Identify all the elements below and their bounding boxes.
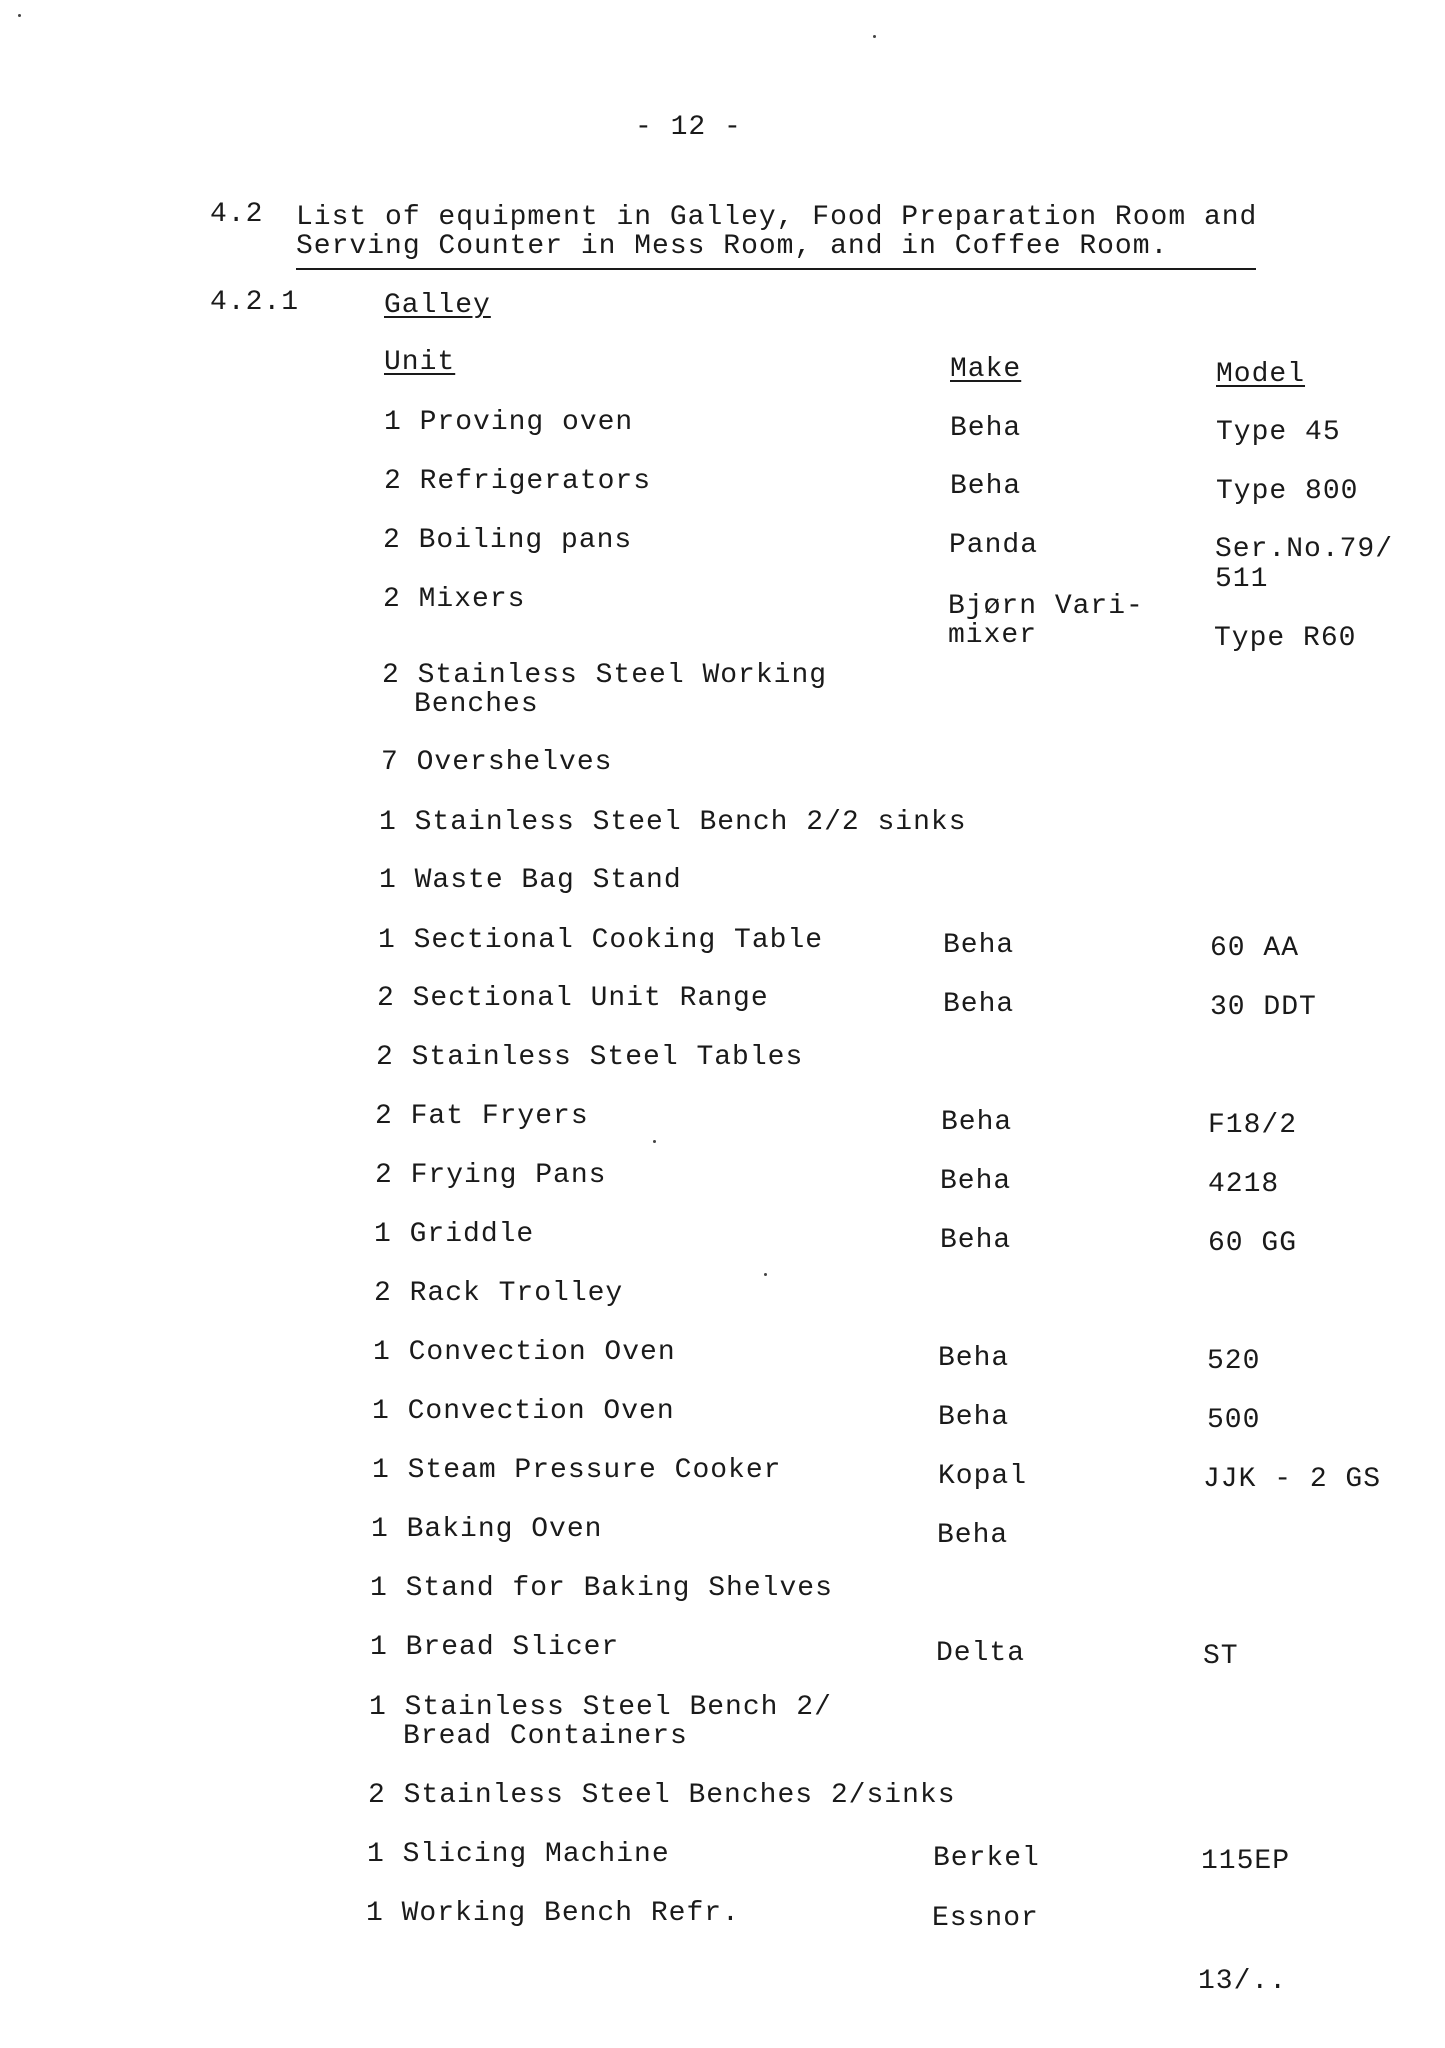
section-title-line1: List of equipment in Galley, Food Preparation Room and: [296, 202, 1258, 233]
unit-cell: 1 Waste Bag Stand: [379, 865, 682, 896]
unit-cell: 2 Refrigerators: [384, 466, 652, 497]
model-cell: Type 800: [1216, 476, 1359, 507]
make-cell: Beha: [943, 930, 1015, 961]
make-cell: Kopal: [938, 1461, 1028, 1492]
continuation-marker: 13/..: [1198, 1966, 1288, 1997]
model-cell-continued: 511: [1215, 564, 1269, 595]
unit-cell: 1 Baking Oven: [371, 1514, 603, 1545]
unit-cell: 1 Stand for Baking Shelves: [370, 1573, 833, 1604]
unit-cell: 2 Sectional Unit Range: [377, 983, 769, 1014]
unit-cell: 1 Working Bench Refr.: [366, 1898, 740, 1929]
unit-cell: 1 Convection Oven: [373, 1337, 676, 1368]
heading-underline: [296, 268, 1256, 270]
unit-cell-continued: Benches: [414, 689, 539, 720]
make-cell: Panda: [949, 530, 1039, 561]
unit-cell: 1 Slicing Machine: [367, 1839, 670, 1870]
make-cell: Beha: [940, 1225, 1012, 1256]
unit-cell: 2 Frying Pans: [375, 1160, 607, 1191]
model-cell: JJK - 2 GS: [1203, 1464, 1382, 1495]
make-cell: Bjørn Vari-: [948, 591, 1144, 622]
model-cell: 115EP: [1201, 1846, 1291, 1877]
unit-cell: 1 Convection Oven: [372, 1396, 675, 1427]
model-cell: ST: [1203, 1641, 1239, 1672]
unit-cell: 2 Rack Trolley: [374, 1278, 624, 1309]
scan-speck: [873, 35, 876, 38]
unit-cell: 2 Stainless Steel Benches 2/sinks: [368, 1780, 956, 1811]
model-cell: F18/2: [1208, 1110, 1298, 1141]
make-cell-continued: mixer: [948, 620, 1038, 651]
unit-cell: 2 Fat Fryers: [375, 1101, 589, 1132]
scan-speck: [653, 1140, 656, 1143]
make-cell: Beha: [950, 471, 1022, 502]
unit-cell-continued: Bread Containers: [403, 1721, 688, 1752]
unit-cell: 1 Proving oven: [384, 407, 634, 438]
section-title-line2: Serving Counter in Mess Room, and in Coffee Room.: [296, 231, 1169, 262]
section-number: 4.2: [210, 199, 264, 230]
unit-cell: 7 Overshelves: [381, 747, 613, 778]
scan-speck: [764, 1273, 767, 1276]
unit-cell: 1 Griddle: [374, 1219, 535, 1250]
make-cell: Beha: [950, 413, 1022, 444]
subsection-title: Galley: [384, 290, 491, 321]
unit-cell: 1 Stainless Steel Bench 2/2 sinks: [379, 807, 967, 838]
unit-cell: 2 Stainless Steel Tables: [376, 1042, 804, 1073]
unit-cell: 2 Stainless Steel Working: [382, 660, 828, 691]
model-cell: 500: [1207, 1405, 1261, 1436]
make-cell: Beha: [941, 1107, 1013, 1138]
make-cell: Beha: [938, 1402, 1010, 1433]
page-number: - 12 -: [635, 112, 742, 143]
model-cell: 60 AA: [1210, 933, 1300, 964]
unit-cell: 1 Steam Pressure Cooker: [372, 1455, 782, 1486]
make-cell: Beha: [940, 1166, 1012, 1197]
column-header-model: Model: [1216, 359, 1306, 390]
unit-cell: 2 Mixers: [383, 584, 526, 615]
unit-cell: 2 Boiling pans: [383, 525, 633, 556]
subsection-number: 4.2.1: [210, 287, 300, 318]
unit-cell: 1 Stainless Steel Bench 2/: [369, 1692, 832, 1723]
model-cell: 4218: [1208, 1169, 1280, 1200]
model-cell: 60 GG: [1208, 1228, 1298, 1259]
make-cell: Beha: [937, 1520, 1009, 1551]
column-header-unit: Unit: [384, 347, 456, 378]
unit-cell: 1 Bread Slicer: [370, 1632, 620, 1663]
make-cell: Berkel: [933, 1843, 1040, 1874]
column-header-make: Make: [950, 354, 1022, 385]
make-cell: Beha: [938, 1343, 1010, 1374]
model-cell: 30 DDT: [1210, 992, 1317, 1023]
model-cell: Type R60: [1214, 623, 1357, 654]
scan-speck: [18, 14, 21, 17]
model-cell: Type 45: [1216, 417, 1341, 448]
model-cell: Ser.No.79/: [1215, 534, 1394, 565]
make-cell: Beha: [943, 989, 1015, 1020]
make-cell: Essnor: [932, 1903, 1039, 1934]
make-cell: Delta: [936, 1638, 1026, 1669]
model-cell: 520: [1207, 1346, 1261, 1377]
unit-cell: 1 Sectional Cooking Table: [378, 925, 824, 956]
